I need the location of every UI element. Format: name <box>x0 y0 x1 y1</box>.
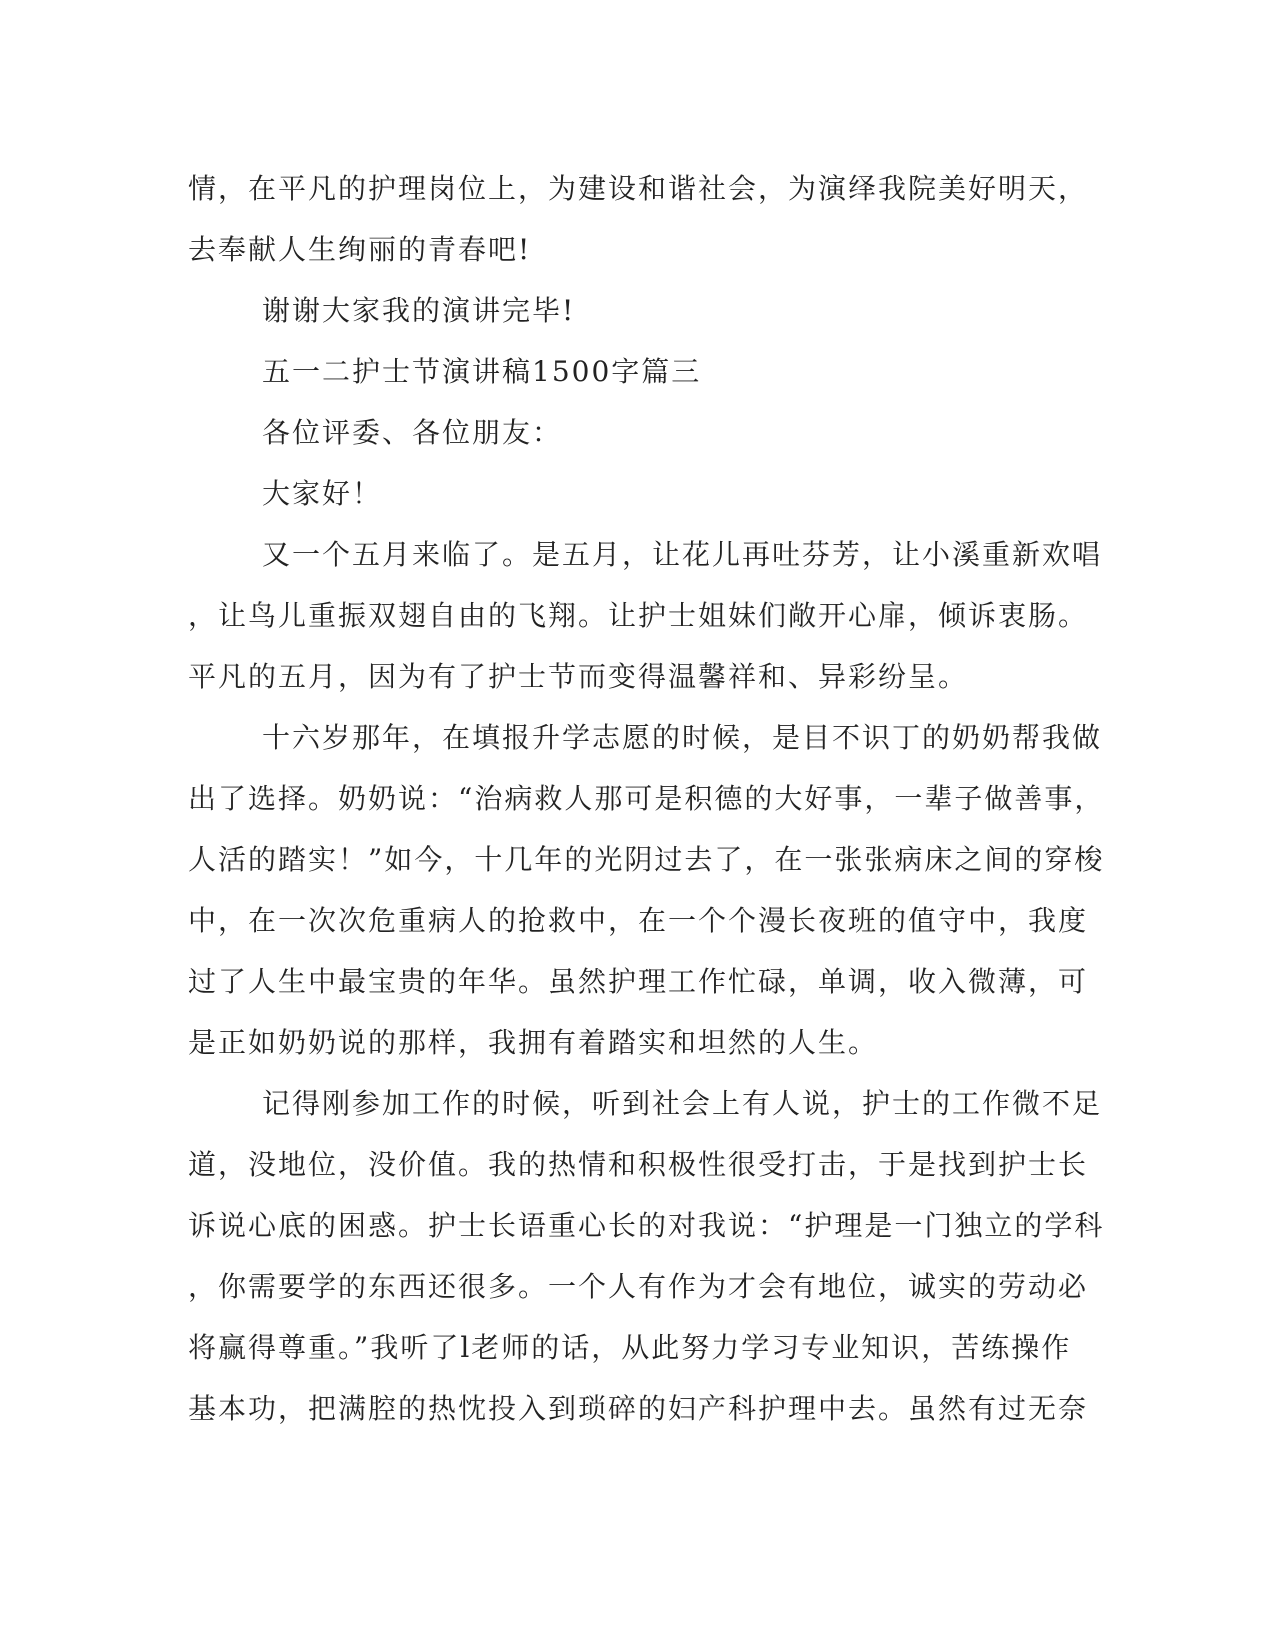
section-heading: 五一二护士节演讲稿1500字篇三 <box>262 355 702 388</box>
text-line: 记得刚参加工作的时候，听到社会上有人说，护士的工作微不足 <box>262 1087 1103 1120</box>
text-line: 诉说心底的困惑。护士长语重心长的对我说：“护理是一门独立的学科 <box>188 1209 1105 1242</box>
text-line: 出了选择。奶奶说：“治病救人那可是积德的大好事，一辈子做善事， <box>188 782 1105 815</box>
text-line: 去奉献人生绚丽的青春吧! <box>188 233 532 266</box>
text-line: 情，在平凡的护理岗位上，为建设和谐社会，为演绎我院美好明天， <box>188 172 1089 205</box>
document-body <box>188 158 1105 1439</box>
greeting: 大家好！ <box>262 477 383 510</box>
text-line: 中，在一次次危重病人的抢救中，在一个个漫长夜班的值守中，我度 <box>188 904 1089 937</box>
text-line: 人活的踏实！”如今，十几年的光阴过去了，在一张张病床之间的穿梭 <box>188 843 1105 876</box>
text-line: ，你需要学的东西还很多。一个人有作为才会有地位，诚实的劳动必 <box>188 1270 1089 1303</box>
text-line: 十六岁那年，在填报升学志愿的时候，是目不识丁的奶奶帮我做 <box>262 721 1103 754</box>
salutation: 各位评委、各位朋友： <box>262 416 563 449</box>
text-line: 基本功，把满腔的热忱投入到琐碎的妇产科护理中去。虽然有过无奈 <box>188 1392 1089 1425</box>
text-line: 是正如奶奶说的那样，我拥有着踏实和坦然的人生。 <box>188 1026 879 1059</box>
text-line: ，让鸟儿重振双翅自由的飞翔。让护士姐妹们敞开心扉，倾诉衷肠。 <box>188 599 1089 632</box>
text-line: 又一个五月来临了。是五月，让花儿再吐芬芳，让小溪重新欢唱 <box>262 538 1103 571</box>
closing-line: 谢谢大家我的演讲完毕! <box>262 294 576 327</box>
text-line: 将赢得尊重。”我听了l老师的话，从此努力学习专业知识，苦练操作 <box>188 1331 1072 1364</box>
text-line: 道，没地位，没价值。我的热情和积极性很受打击，于是找到护士长 <box>188 1148 1089 1181</box>
text-line: 过了人生中最宝贵的年华。虽然护理工作忙碌，单调，收入微薄，可 <box>188 965 1089 998</box>
text-line: 平凡的五月，因为有了护士节而变得温馨祥和、异彩纷呈。 <box>188 660 969 693</box>
